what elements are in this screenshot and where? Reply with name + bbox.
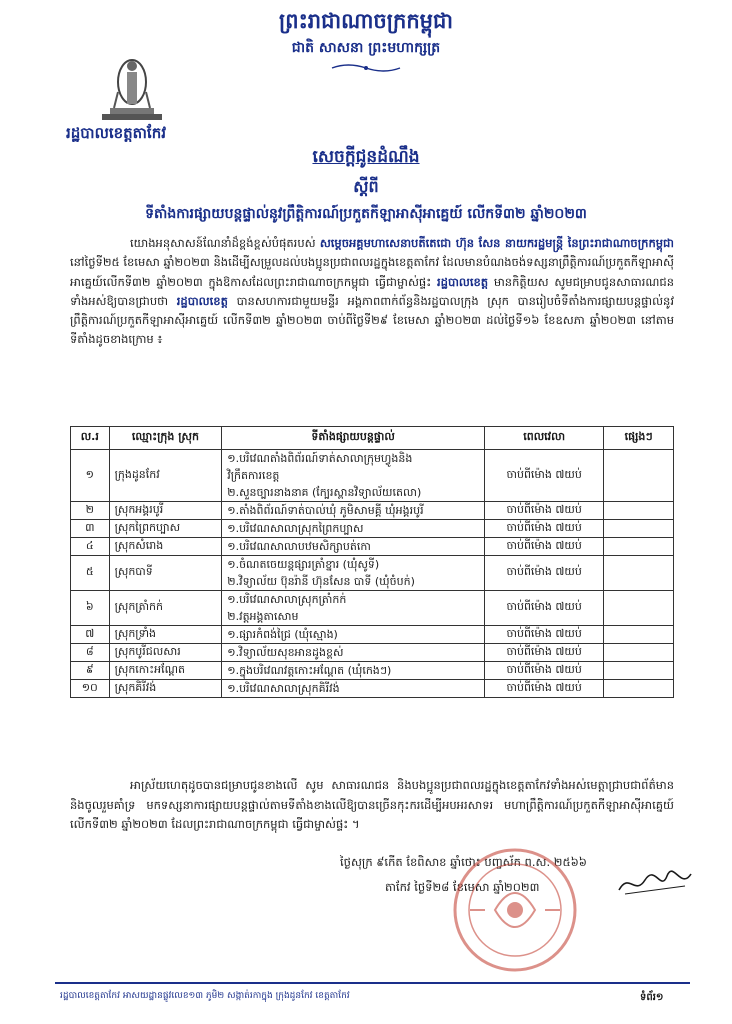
location-line: ១.បរិវេណសាលាស្រុកត្រាំកក់: [227, 593, 347, 606]
location-line: ១.បរិវេណសាលាបឋមសិក្សាបត់កោ: [227, 540, 371, 553]
row-number: ៧: [71, 626, 110, 644]
row-number: ១០: [71, 680, 110, 698]
document-title: សេចក្តីជូនដំណឹង: [312, 147, 420, 167]
intro-paragraph: [70, 234, 674, 350]
row-number: ៦: [71, 591, 110, 626]
document-subject: ទីតាំងការផ្សាយបន្តផ្ទាល់នូវព្រឹត្តិការណ៍ប្រកួតកីឡាអាស៊ីអាគ្នេយ៍ លើកទី៣២ ឆ្នាំ២០២៣: [145, 206, 587, 222]
row-time: ចាប់ពីម៉ោង ៧យប់: [485, 680, 604, 698]
row-time: ចាប់ពីម៉ោង ៧យប់: [485, 662, 604, 680]
table-row: [71, 626, 674, 644]
intro-admin-2: រដ្ឋបាលខេត្ត: [176, 293, 228, 308]
row-note: [604, 680, 674, 698]
row-note: [604, 556, 674, 591]
table-row: [71, 502, 674, 520]
row-time: ចាប់ពីម៉ោង ៧យប់: [485, 644, 604, 662]
row-locations: [222, 644, 485, 662]
intro-text-4: បានសហការជាមួយមន្ទីរ អង្គភាពពាក់ព័ន្ធនិងរដ្ឋបាលក្រុង ស្រុក បានរៀបចំទីតាំងការផ្សាយបន្តផ្ទាល់នូវព្រឹត្តិការណ៍ប្រកួតកីឡាអាស៊ីអាគ្នេយ៍ លើកទី៣២ ឆ្នាំ២០២៣ ចាប់ពីថ្ងៃទី២៩ ខែមេសា ឆ្នាំ២០២៣ ដល់ថ្ងៃទី១៦ ខែឧសភា ឆ្នាំ២០២៣ នៅតាមទីតាំងដូចខាងក្រោម ៖: [70, 293, 674, 347]
location-line: ១.វិទ្យាល័យសុខអានដូងខ្ពស់: [227, 646, 344, 659]
header-location: ទីតាំងផ្សាយបន្តផ្ទាល់: [222, 427, 485, 450]
row-district: ស្រុកទ្រាំង: [109, 626, 222, 644]
row-time: ចាប់ពីម៉ោង ៧យប់: [485, 556, 604, 591]
row-number: ៩: [71, 662, 110, 680]
intro-pm-name: សម្តេចអគ្គមហាសេនាបតីតេជោ ហ៊ុន សែន នាយករដ្ឋមន្ត្រី នៃព្រះរាជាណាចក្រកម្ពុជា: [319, 236, 674, 250]
row-locations: [222, 662, 485, 680]
row-time: ចាប់ពីម៉ោង ៧យប់: [485, 520, 604, 538]
location-line: ១.ចំណតចេយន្តផ្សារត្រាំខ្នារ (ឃុំសូទី): [227, 558, 380, 571]
lunar-date: ថ្ងៃសុក្រ ៩កើត ខែពិសាខ ឆ្នាំថោះ បញ្ចស័ក ព.ស. ២៥៦៦: [340, 855, 587, 869]
row-time: ចាប់ពីម៉ោង ៧យប់: [485, 538, 604, 556]
intro-text-2: នៅថ្ងៃទី២៥ ខែមេសា ឆ្នាំ២០២៣ និងដើម្បីសម្រួលដល់បងប្អូនប្រជាពលរដ្ឋក្នុងខេត្តតាកែវ ដែលមានបំណងចង់ទស្សនាព្រឹត្តិការណ៍ប្រកួតកីឡាអាស៊ីអាគ្នេយ៍លើកទី៣២ ឆ្នាំ២០២៣ ក្នុងឱកាសដែលព្រះរាជាណាចក្រកម្ពុជា ធ្វើជាម្ចាស់ផ្ទះ: [70, 255, 674, 289]
header-num: ល.រ: [71, 427, 110, 450]
table-row: [71, 450, 674, 502]
row-locations: [222, 626, 485, 644]
row-locations: [222, 556, 485, 591]
table-row: [71, 644, 674, 662]
location-line: ២.វត្តអង្គតាសោម: [227, 610, 299, 623]
signature-icon: [615, 868, 695, 898]
row-district: ស្រុកបាទី: [109, 556, 222, 591]
header-note: ផ្សេងៗ: [604, 427, 674, 450]
intro-text-1: យោងអនុសាសន៍ណែនាំដ៏ខ្ពង់ខ្ពស់បំផុតរបស់: [130, 236, 316, 250]
row-district: ស្រុកកោះអណ្តែត: [109, 662, 222, 680]
official-seal-icon: [450, 846, 580, 974]
row-note: [604, 450, 674, 502]
row-number: ៣: [71, 520, 110, 538]
row-time: ចាប់ពីម៉ោង ៧យប់: [485, 502, 604, 520]
table-body: [71, 450, 674, 698]
table-row: [71, 662, 674, 680]
row-note: [604, 520, 674, 538]
row-locations: [222, 450, 485, 502]
intro-text-3: មានកិត្តិយស សូមជម្រាបជូនសាធារណជនទាំងអស់ឱ្យបានជ្រាបថា: [70, 274, 674, 308]
issuing-authority: រដ្ឋបាលខេត្តតាកែវ: [66, 124, 166, 142]
page-number: ទំព័រ១: [640, 992, 664, 1003]
row-locations: [222, 502, 485, 520]
row-locations: [222, 538, 485, 556]
table-row: [71, 680, 674, 698]
row-locations: [222, 520, 485, 538]
row-district: ស្រុកព្រៃកប្បាស: [109, 520, 222, 538]
ornament-divider: [330, 62, 402, 74]
table-row: [71, 520, 674, 538]
header-district: ឈ្មោះក្រុង ស្រុក: [109, 427, 222, 450]
row-note: [604, 502, 674, 520]
location-line: វិក្រឹតការខេត្ត: [227, 469, 280, 482]
row-number: ៤: [71, 538, 110, 556]
table-row: [71, 538, 674, 556]
table-row: [71, 556, 674, 591]
footer-divider: [55, 982, 690, 984]
row-number: ៨: [71, 644, 110, 662]
national-motto: ជាតិ សាសនា ព្រះមហាក្សត្រ: [291, 40, 441, 56]
closing-paragraph: អាស្រ័យហេតុដូចបានជម្រាបជូនខាងលើ សូម សាធារណជន និងបងប្អូនប្រជាពលរដ្ឋក្នុងខេត្តតាកែវទាំងអស់មេត្តាជ្រាបជាព័ត៌មាន និងចូលរួមគាំទ្រ មកទស្សនាការផ្សាយបន្តផ្ទាល់តាមទីតាំងខាងលើឱ្យបានច្រើនកុះករដើម្បីអបអរសាទរ មហាព្រឹត្តិការណ៍ប្រកួតកីឡាអាស៊ីអាគ្នេយ៍លើកទី៣២ ឆ្នាំ២០២៣ ដែលព្រះរាជាណាចក្រកម្ពុជា ធ្វើជាម្ចាស់ផ្ទះ ។: [70, 778, 674, 831]
row-note: [604, 662, 674, 680]
row-time: ចាប់ពីម៉ោង ៧យប់: [485, 626, 604, 644]
row-note: [604, 591, 674, 626]
row-number: ២: [71, 502, 110, 520]
header-time: ពេលវេលា: [485, 427, 604, 450]
location-line: ១.បរិវេណសាលាស្រុកគិរីវង់: [227, 682, 340, 695]
row-time: ចាប់ពីម៉ោង ៧យប់: [485, 591, 604, 626]
row-district: ស្រុកគិរីវង់: [109, 680, 222, 698]
row-locations: [222, 591, 485, 626]
row-district: ស្រុកបូរីជលសារ: [109, 644, 222, 662]
table-header-row: [71, 427, 674, 450]
document-subject-label: ស្តីពី: [353, 177, 379, 196]
location-line: ១.ផ្សារកំពង់ជ្រៃ (ឃុំស្មោង): [227, 628, 338, 641]
location-line: ១.បរិវេណសាលាស្រុកព្រៃកប្បាស: [227, 522, 364, 535]
intro-admin: រដ្ឋបាលខេត្ត: [437, 274, 489, 289]
row-number: ១: [71, 450, 110, 502]
table-row: [71, 591, 674, 626]
location-line: ១.តាំងពិព័រណ៍ទាត់បាល់ឃុំ ភូមិសាមគ្គី ឃុំអង្គរបូរី: [227, 504, 424, 517]
ministry-emblem-icon: [100, 52, 164, 122]
locations-table: [70, 426, 674, 698]
row-district: ស្រុកត្រាំកក់: [109, 591, 222, 626]
row-district: ស្រុកសំរោង: [109, 538, 222, 556]
row-district: ស្រុកអង្គរបូរី: [109, 502, 222, 520]
row-note: [604, 644, 674, 662]
row-number: ៥: [71, 556, 110, 591]
kingdom-title: ព្រះរាជាណាចក្រកម្ពុជា: [278, 9, 453, 33]
row-locations: [222, 680, 485, 698]
row-district: ក្រុងដូនកែវ: [109, 450, 222, 502]
row-time: ចាប់ពីម៉ោង ៧យប់: [485, 450, 604, 502]
location-line: ១.បរិវេណតាំងពិព័រណ៍ទាត់សាលាក្រុមហ្វូងនិង: [227, 452, 413, 465]
location-line: ២.សួនច្បារនាងនាគ (ក្បែរស្ពានវិទ្យាល័យតេលា): [227, 486, 422, 499]
location-line: ២.វិទ្យាល័យ ប៊ុនរ៉ានី ហ៊ុនសែន បាទី (ឃុំចំបក់): [227, 575, 415, 588]
row-note: [604, 626, 674, 644]
footer-address: រដ្ឋបាលខេត្តតាកែវ អាសយដ្ឋានផ្លូវលេខ១៣ ភូមិ២ សង្កាត់រកាក្នុង ក្រុងដូនកែវ ខេត្តតាកែវ: [60, 991, 350, 1001]
solar-date: តាកែវ ថ្ងៃទី២៨ ខែមេសា ឆ្នាំ២០២៣: [385, 880, 540, 894]
row-note: [604, 538, 674, 556]
location-line: ១.ក្នុងបរិវេណវត្តកោះអណ្តែត (ឃុំកេងៗ): [227, 664, 392, 677]
